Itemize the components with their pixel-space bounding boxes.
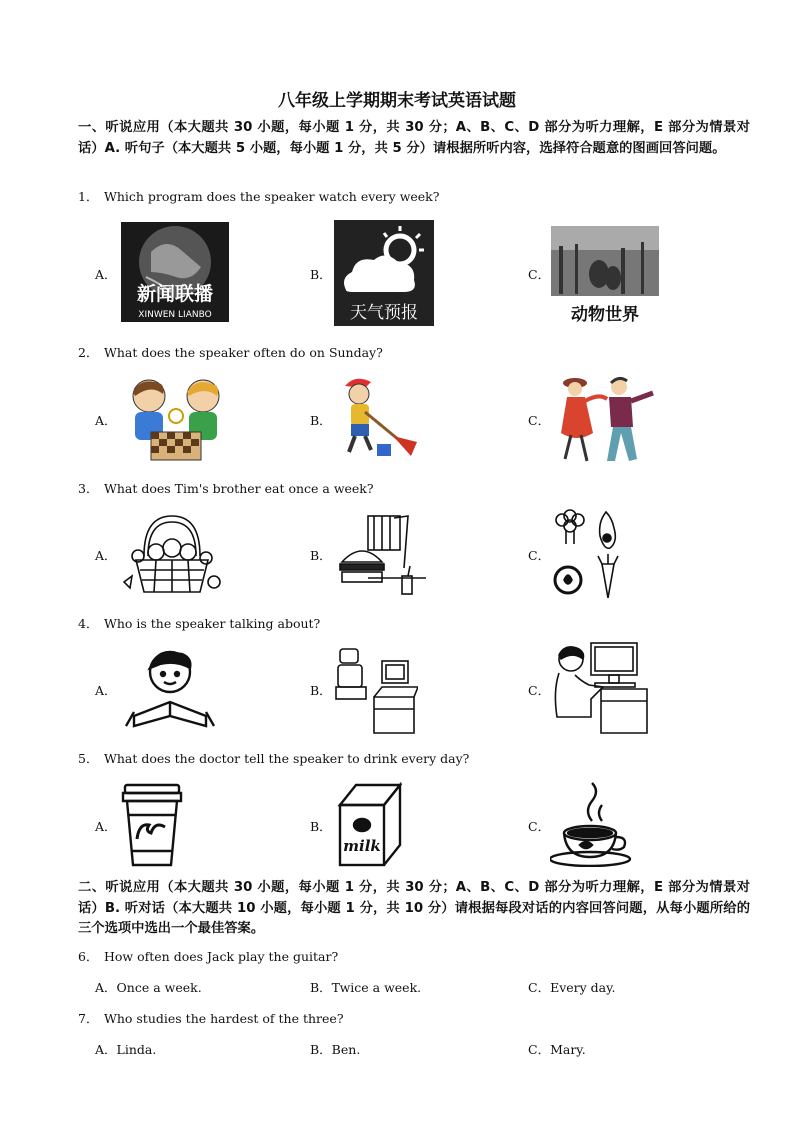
question-text: How often does Jack play the guitar? [104, 949, 339, 964]
option-c[interactable]: C．Mary. [528, 1042, 586, 1057]
question-2 [78, 343, 383, 361]
sweeping-leaves-image[interactable] [335, 374, 419, 460]
weather-title-cn: 天气预报 [350, 303, 418, 323]
tea-cup-image[interactable] [550, 781, 636, 867]
option-c-label: C． [528, 819, 551, 834]
question-text: What does the doctor tell the speaker to drink every day? [104, 751, 470, 766]
question-3 [78, 479, 374, 497]
playing-chess-image[interactable] [121, 374, 231, 462]
question-number: 3． [78, 481, 99, 496]
option-a[interactable]: A．Once a week. [95, 980, 202, 995]
question-text: What does the speaker often do on Sunday? [104, 345, 383, 360]
option-a-label: A． [95, 548, 117, 563]
option-b-label: B． [310, 267, 332, 282]
question-number: 1． [78, 189, 99, 204]
option-b-label: B． [310, 819, 332, 834]
option-b-label: B． [310, 548, 332, 563]
robot-and-computer-image[interactable] [334, 647, 418, 735]
option-b[interactable]: B．Twice a week. [310, 980, 422, 995]
question-text: What does Tim's brother eat once a week? [104, 481, 374, 496]
question-number: 7． [78, 1011, 99, 1026]
weather-program-image[interactable] [334, 220, 434, 326]
coffee-cup-image[interactable] [121, 781, 183, 867]
option-b-label: B． [310, 413, 332, 428]
healthy-food-image[interactable] [552, 508, 624, 600]
question-text: Which program does the speaker watch every week? [104, 189, 440, 204]
animal-title-cn: 动物世界 [571, 305, 639, 325]
option-c-label: C． [528, 267, 551, 282]
news-title-cn: 新闻联播 [136, 283, 214, 305]
question-number: 2． [78, 345, 99, 360]
option-b[interactable]: B．Ben. [310, 1042, 361, 1057]
option-a-label: A． [95, 267, 117, 282]
question-7 [78, 1009, 344, 1027]
option-a-label: A． [95, 413, 117, 428]
question-number: 6． [78, 949, 99, 964]
option-c-label: C． [528, 683, 551, 698]
option-a-label: A． [95, 683, 117, 698]
milk-label: milk [343, 837, 381, 855]
question-4 [78, 614, 320, 632]
page-title: 八年级上学期期末考试英语试题 [278, 91, 516, 111]
question-text: Who studies the hardest of the three? [104, 1011, 344, 1026]
option-b-label: B． [310, 683, 332, 698]
option-c[interactable]: C．Every day. [528, 980, 616, 995]
option-c-label: C． [528, 548, 551, 563]
fruit-basket-image[interactable] [120, 512, 224, 596]
boy-at-computer-image[interactable] [551, 641, 653, 735]
option-a[interactable]: A．Linda. [95, 1042, 157, 1057]
fast-food-image[interactable] [336, 512, 428, 598]
animal-program-image[interactable] [551, 226, 659, 326]
section-2-instructions: 二、听说应用（本大题共 30 小题，每小题 1 分，共 30 分；A、B、C、D 部分为听力理解，E 部分为情景对话）B. 听对话（本大题共 10 小题，每小题 1 分，共 10 分）请根据每段对话的内容回答问题，从每小题所给的三个选项中选出一个最佳答案。 [78, 880, 750, 936]
question-number: 5． [78, 751, 99, 766]
boy-reading-image[interactable] [120, 646, 220, 730]
news-title-en: XINWEN LIANBO [138, 310, 212, 320]
question-5 [78, 749, 469, 767]
question-1 [78, 187, 439, 205]
dancing-couple-image[interactable] [549, 373, 659, 465]
option-c-label: C． [528, 413, 551, 428]
milk-carton-image[interactable] [334, 781, 404, 867]
option-a-label: A． [95, 819, 117, 834]
question-text: Who is the speaker talking about? [104, 616, 321, 631]
section-1-instructions: 一、听说应用（本大题共 30 小题，每小题 1 分，共 30 分；A、B、C、D 部分为听力理解，E 部分为情景对话）A. 听句子（本大题共 5 小题，每小题 1 分，共 5 分）请根据所听内容，选择符合题意的图画回答问题。 [78, 120, 750, 156]
question-6 [78, 947, 338, 965]
news-program-image[interactable] [121, 222, 229, 322]
question-number: 4． [78, 616, 99, 631]
